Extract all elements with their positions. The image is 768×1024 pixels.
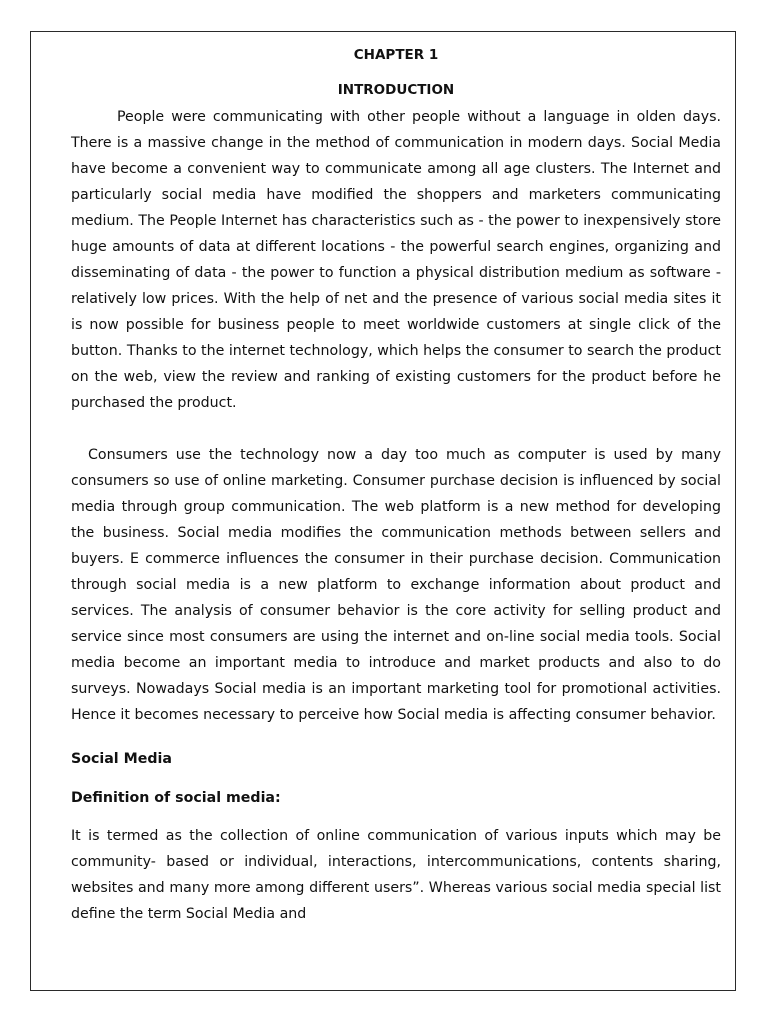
definition-paragraph: It is termed as the collection of online communication of various inputs which may be community- based or individual, interactions, intercommunications, contents sharing, websites and many more among different users”. Whereas various social media special list define the term Social Media and bbox=[71, 828, 721, 922]
document-body bbox=[71, 44, 721, 927]
chapter-title: CHAPTER 1 bbox=[353, 47, 439, 63]
intro-paragraph-1: People were communicating with other people without a language in olden days. There is a massive change in the method of communication in modern days. Social Media have become a convenient way to communicate among all age clusters. The Internet and particularly social media have modified the shoppers and marketers communicating medium. The People Internet has characteristics such as - the power to inexpensively store huge amounts of data at different locations - the powerful search engines, organizing and disseminating of data - the power to function a physical distribution medium as software - relatively low prices. With the help of net and the presence of various social media sites it is now possible for business people to meet worldwide customers at single click of the button. Thanks to the internet technology, which helps the consumer to search the product on the web, view the review and ranking of existing customers for the product before he purchased the product. bbox=[71, 109, 721, 411]
section-heading-social-media: Social Media bbox=[71, 751, 172, 767]
subsection-heading-definition: Definition of social media: bbox=[71, 790, 281, 806]
introduction-heading: INTRODUCTION bbox=[337, 82, 455, 98]
intro-paragraph-2: Consumers use the technology now a day too much as computer is used by many consumers so use of online marketing. Consumer purchase decision is influenced by social media through group communication. The web platform is a new method for developing the business. Social media modifies the communication methods between sellers and buyers. E commerce influences the consumer in their purchase decision. Communication through social media is a new platform to exchange information about product and services. The analysis of consumer behavior is the core activity for selling product and service since most consumers are using the internet and on-line social media tools. Social media become an important media to introduce and market products and also to do surveys. Nowadays Social media is an important marketing tool for promotional activities. Hence it becomes necessary to perceive how Social media is affecting consumer behavior. bbox=[71, 447, 721, 723]
